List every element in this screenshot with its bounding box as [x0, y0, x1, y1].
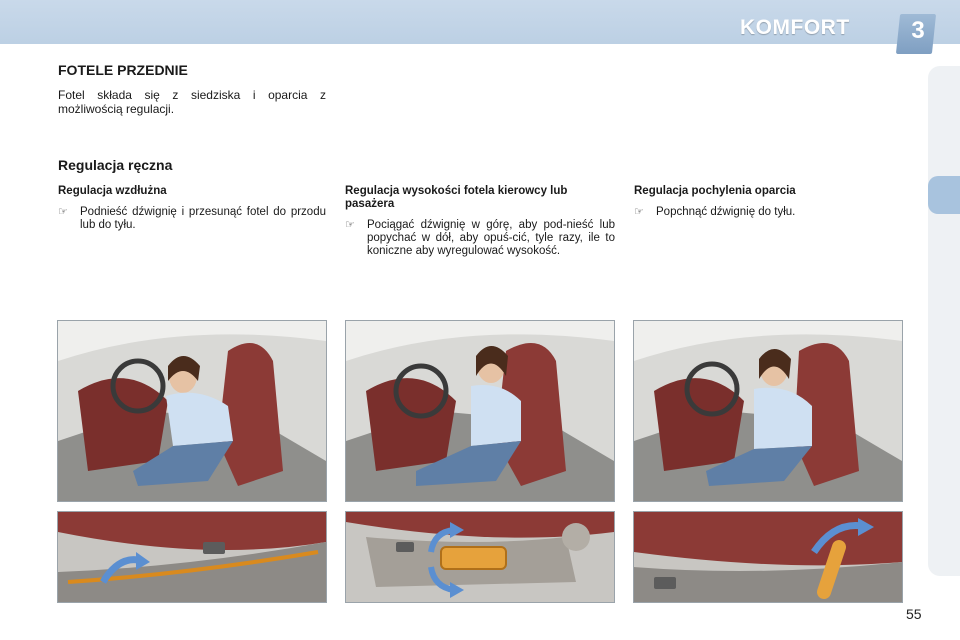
- chapter-side-tab-active[interactable]: [928, 176, 960, 214]
- instruction-text: Podnieść dźwignię i przesunąć fotel do przodu lub do tyłu.: [80, 206, 326, 231]
- column-longitudinal: [58, 185, 326, 232]
- detail-height-lever: [345, 511, 615, 603]
- instruction-bullet: [345, 219, 615, 258]
- pointing-hand-icon: ☞: [345, 219, 355, 231]
- pointing-hand-icon: ☞: [634, 206, 644, 218]
- illustration-height-adjust: [345, 320, 615, 502]
- illustration-longitudinal-adjust: [57, 320, 327, 502]
- instruction-text: Pociągać dźwignię w górę, aby pod-nieść lub popychać w dół, aby opuś-cić, tyle razy, ile to koniczne aby wyregulować wysokość.: [367, 219, 615, 257]
- detail-longitudinal-lever: [57, 511, 327, 603]
- section-intro: Fotel składa się z siedziska i oparcia z możliwością regulacji.: [58, 88, 326, 116]
- instruction-text: Popchnąć dźwignię do tyłu.: [656, 206, 796, 218]
- column-height: [345, 185, 615, 258]
- header-title: KOMFORT: [740, 16, 850, 39]
- section-title: FOTELE PRZEDNIE: [58, 62, 188, 78]
- chapter-number: 3: [911, 17, 925, 44]
- pointing-hand-icon: ☞: [58, 206, 68, 218]
- subsection-title: Regulacja ręczna: [58, 157, 173, 173]
- column-heading: Regulacja wysokości fotela kierowcy lub pasażera: [345, 185, 568, 210]
- column-backrest: [634, 185, 904, 219]
- instruction-bullet: [58, 206, 326, 232]
- illustration-backrest-adjust: [633, 320, 903, 502]
- chapter-side-tab: [928, 66, 960, 576]
- page-number: 55: [906, 606, 922, 622]
- instruction-bullet: [634, 206, 904, 219]
- column-heading: Regulacja pochylenia oparcia: [634, 185, 796, 197]
- detail-backrest-lever: [633, 511, 903, 603]
- column-heading: Regulacja wzdłużna: [58, 185, 167, 197]
